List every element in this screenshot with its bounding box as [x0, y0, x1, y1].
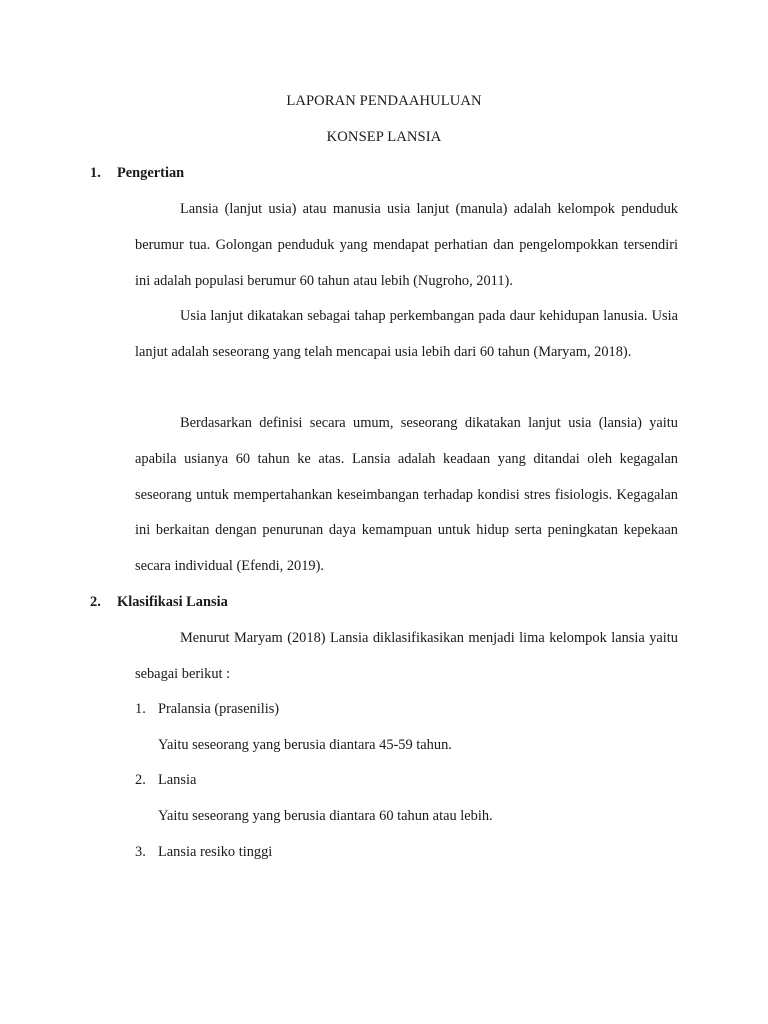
- section-title: Klasifikasi Lansia: [117, 594, 228, 610]
- list-item-number: 3.: [135, 844, 146, 860]
- paragraph: Lansia (lanjut usia) atau manusia usia lanjut (manula) adalah kelompok penduduk berumur tua. Golongan penduduk yang mendapat perhatian dan pengelompokkan tersendiri ini adalah populasi berumur 60 tahun atau lebih (Nugroho, 2011).: [135, 201, 678, 289]
- section-heading-klasifikasi: [90, 594, 228, 611]
- section-title: Pengertian: [117, 165, 185, 181]
- list-item: [135, 842, 272, 862]
- list-item-description: Yaitu seseorang yang berusia diantara 45-59 tahun.: [158, 737, 452, 753]
- section-number: 1.: [90, 165, 101, 181]
- list-item-description: Yaitu seseorang yang berusia diantara 60 tahun atau lebih.: [158, 808, 493, 824]
- list-item: [135, 699, 279, 719]
- section-number: 2.: [90, 594, 101, 610]
- document-title: LAPORAN PENDAAHULUAN: [286, 93, 482, 109]
- section-heading-pengertian: [90, 165, 184, 182]
- document-subtitle: KONSEP LANSIA: [326, 129, 442, 145]
- list-item-label: Pralansia (prasenilis): [158, 701, 280, 717]
- paragraph: Menurut Maryam (2018) Lansia diklasifikasikan menjadi lima kelompok lansia yaitu sebagai berikut :: [135, 630, 678, 682]
- list-item-label: Lansia: [158, 772, 197, 788]
- list-item-number: 1.: [135, 701, 146, 717]
- list-item: [135, 770, 196, 790]
- list-item-number: 2.: [135, 772, 146, 788]
- list-item-label: Lansia resiko tinggi: [158, 844, 273, 860]
- paragraph: Berdasarkan definisi secara umum, seseorang dikatakan lanjut usia (lansia) yaitu apabila usianya 60 tahun ke atas. Lansia adalah keadaan yang ditandai oleh kegagalan seseorang untuk mempertahankan keseimbangan terhadap kondisi stres fisiologis. Kegagalan ini berkaitan dengan penurunan daya kemampuan untuk hidup serta peningkatan kepekaan secara individual (Efendi, 2019).: [135, 415, 678, 575]
- paragraph: Usia lanjut dikatakan sebagai tahap perkembangan pada daur kehidupan lanusia. Usia lanjut adalah seseorang yang telah mencapai usia lebih dari 60 tahun (Maryam, 2018).: [135, 308, 678, 360]
